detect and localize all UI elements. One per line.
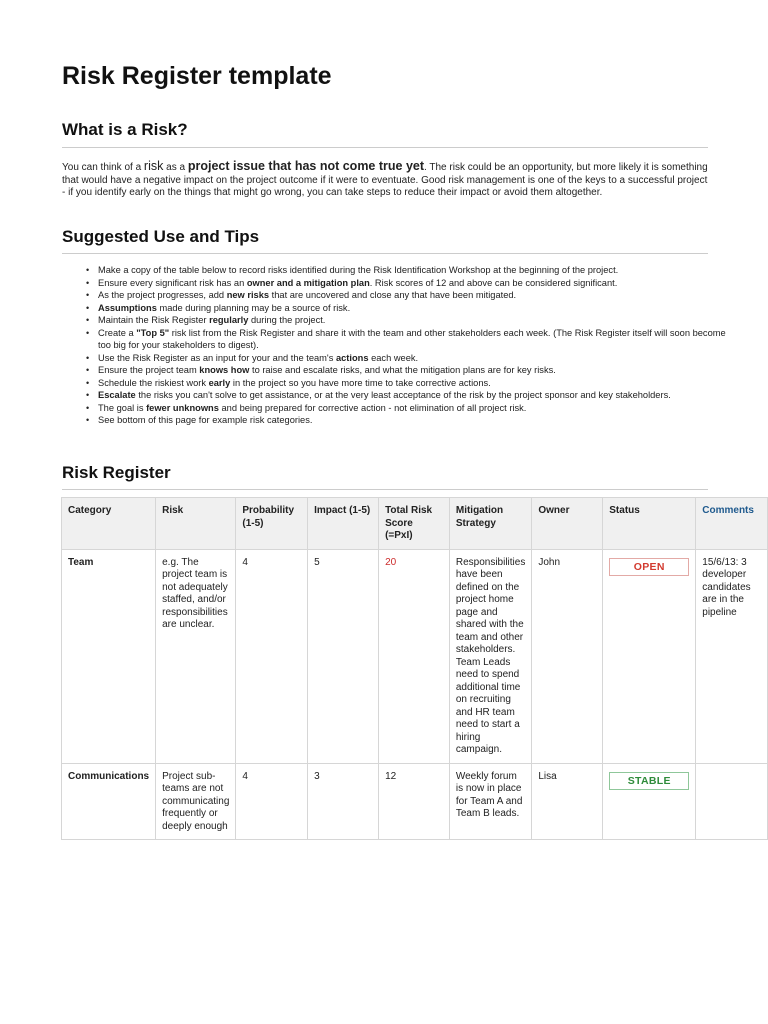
tip-emphasis: knows how (199, 365, 250, 375)
tip-item (98, 377, 728, 390)
tip-text: each week. (368, 352, 419, 363)
status-badge-open: OPEN (609, 558, 689, 576)
column-header-mitigation: Mitigation Strategy (449, 498, 531, 550)
cell-status (603, 549, 696, 763)
column-header-probability: Probability (1-5) (236, 498, 308, 550)
divider (62, 489, 708, 490)
cell-risk: e.g. The project team is not adequately staffed, and/or responsibilities are unclear. (156, 549, 236, 763)
divider (62, 253, 708, 254)
column-header-category: Category (62, 498, 156, 550)
tip-item (98, 327, 728, 352)
tip-item (98, 277, 728, 290)
column-header-status: Status (603, 498, 696, 550)
cell-probability: 4 (236, 549, 308, 763)
tip-text: that are uncovered and close any that have been mitigated. (269, 290, 517, 300)
tip-emphasis: new risks (226, 290, 270, 300)
tip-emphasis: Escalate (98, 390, 136, 400)
risk-definition-paragraph (62, 160, 712, 200)
tip-text: The goal is (98, 402, 147, 413)
cell-mitigation: Responsibilities have been defined on the project home page and shared with the team and other stakeholders. Team Leads need to spend additional time on recruiting and HR team need to start a hiring campaign. (449, 549, 531, 763)
tip-text: to raise and escalate risks, and what the mitigation plans are for key risks. (249, 365, 556, 375)
tip-item (98, 402, 728, 415)
cell-owner: Lisa (532, 763, 603, 840)
risk-register-table (61, 497, 768, 840)
tip-emphasis: Assumptions (98, 302, 157, 313)
tip-item (98, 314, 728, 327)
tip-text: . Risk scores of 12 and above can be considered significant. (369, 277, 618, 288)
tip-text: Use the Risk Register as an input for your and the team's (98, 352, 336, 363)
cell-mitigation: Weekly forum is now in place for Team A and Team B leads. (449, 763, 531, 840)
intro-text-3: . The risk could be an opportunity, but more likely it is something that would have a negative impact on the project outcome if it were to eventuate. Good risk management is one of the keys to a successful project - if you identify early on the things that might go wrong, you can take steps to reduce their impact or avoid them altogether. (62, 162, 708, 198)
column-header-owner: Owner (532, 498, 603, 550)
tip-emphasis: fewer unknowns (146, 402, 219, 413)
tip-text: during the project. (248, 315, 326, 325)
intro-text-1: You can think of a (62, 162, 144, 173)
risk-register-heading: Risk Register (62, 463, 171, 482)
tip-text: Ensure the project team (98, 365, 200, 375)
column-header-comments: Comments (696, 498, 768, 550)
table-row (62, 763, 768, 840)
cell-probability: 4 (236, 763, 308, 840)
intro-risk-term: risk (143, 159, 164, 173)
tip-text: Create a (98, 327, 137, 338)
tip-item (98, 389, 728, 402)
cell-comments (696, 763, 768, 840)
cell-impact: 3 (308, 763, 379, 840)
tip-text: Ensure every significant risk has an (98, 277, 247, 288)
cell-impact: 5 (308, 549, 379, 763)
tip-text: risk list from the Risk Register and share it with the team and other stakeholders each week. (The Risk Register itself will soon become too big for your stakeholders to digest). (98, 327, 726, 350)
tip-text: See bottom of this page for example risk categories. (98, 415, 313, 425)
tip-item (98, 352, 728, 365)
tip-item (98, 289, 728, 302)
tip-emphasis: early (208, 377, 231, 388)
tip-text: Make a copy of the table below to record risks identified during the Risk Identification Workshop at the beginning of the project. (98, 265, 619, 275)
intro-text-2: as a (163, 162, 188, 173)
table-header-row (62, 498, 768, 550)
divider (62, 147, 708, 148)
tip-emphasis: "Top 5" (136, 327, 170, 338)
tip-text: in the project so you have more time to take corrective actions. (230, 377, 491, 388)
tips-list (80, 264, 728, 427)
tip-item (98, 414, 728, 427)
tip-text: made during planning may be a source of risk. (156, 302, 351, 313)
cell-total-score: 12 (379, 763, 450, 840)
column-header-total-score: Total Risk Score (=PxI) (379, 498, 450, 550)
cell-comments: 15/6/13: 3 developer candidates are in the pipeline (696, 549, 768, 763)
tip-text: and being prepared for corrective action - not elimination of all project risk. (218, 402, 527, 413)
page-title: Risk Register template (62, 62, 332, 90)
cell-category: Team (62, 549, 156, 763)
tip-emphasis: regularly (209, 315, 249, 325)
what-is-risk-heading: What is a Risk? (62, 120, 188, 139)
intro-issue-phrase: project issue that has not come true yet (187, 159, 425, 173)
status-badge-stable: STABLE (609, 772, 689, 790)
tip-text: Schedule the riskiest work (98, 377, 209, 388)
tip-item (98, 302, 728, 315)
cell-category: Communications (62, 763, 156, 840)
tips-heading: Suggested Use and Tips (62, 227, 260, 246)
tip-item (98, 264, 728, 277)
tip-text: Maintain the Risk Register (98, 315, 210, 325)
tip-emphasis: owner and a mitigation plan (246, 277, 370, 288)
cell-total-score: 20 (379, 549, 450, 763)
tip-item (98, 364, 728, 377)
cell-risk: Project sub-teams are not communicating frequently or deeply enough (156, 763, 236, 840)
tip-emphasis: actions (335, 352, 369, 363)
tip-text: As the project progresses, add (98, 290, 227, 300)
cell-status (603, 763, 696, 840)
column-header-impact: Impact (1-5) (308, 498, 379, 550)
table-row (62, 549, 768, 763)
tip-text: the risks you can't solve to get assistance, or at the very least acceptance of the risk by the project sponsor and key stakeholders. (135, 390, 671, 400)
cell-owner: John (532, 549, 603, 763)
column-header-risk: Risk (156, 498, 236, 550)
